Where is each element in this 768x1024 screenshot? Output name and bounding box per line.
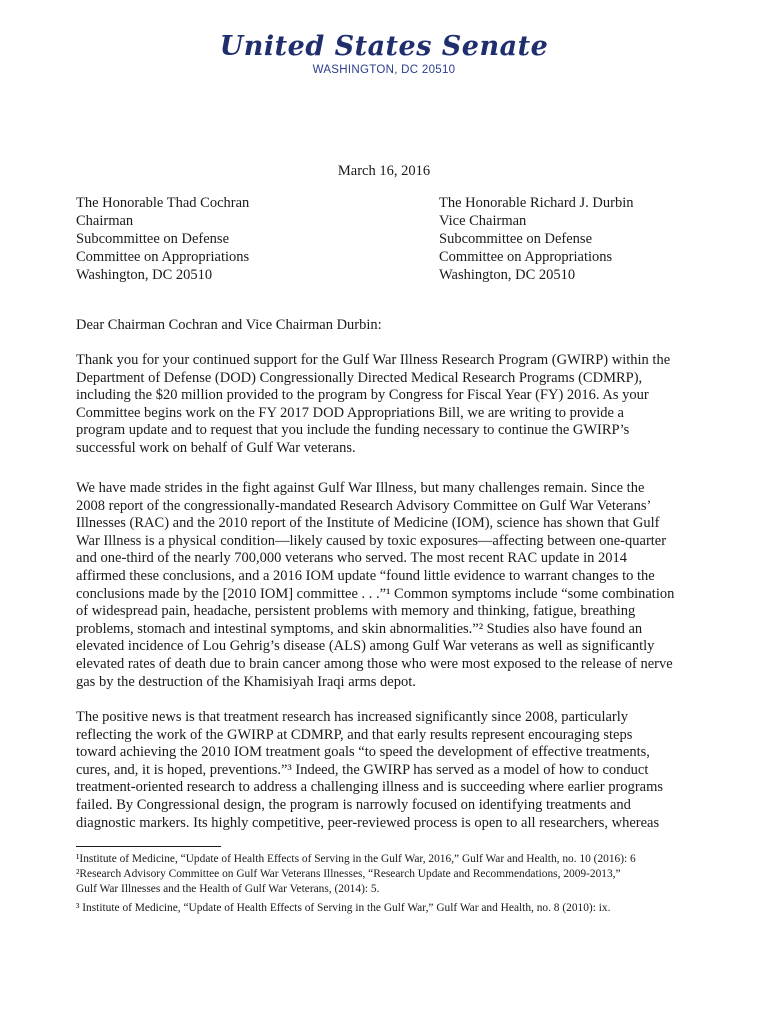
paragraph-line: Department of Defense (DOD) Congressionally Directed Medical Research Programs (CDMRP), xyxy=(76,369,643,386)
paragraph-line: toward achieving the 2010 IOM treatment goals “to speed the development of effective treatments, xyxy=(76,744,650,761)
paragraph-line: We have made strides in the fight against Gulf War Illness, but many challenges remain. Since the xyxy=(76,480,645,496)
paragraph-line: Committee begins work on the FY 2017 DOD Appropriations Bill, we are writing to provide a xyxy=(76,404,624,421)
paragraph-line: and one-third of the nearly 700,000 veterans who served. The most recent RAC update in 2014 xyxy=(76,550,627,567)
paragraph-line: conclusions made by the [2010 IOM] committee . . .”¹ Common symptoms include “some combination xyxy=(76,585,675,602)
paragraph-line: elevated rates of death due to brain cancer among those who were most exposed to the release of nerve xyxy=(76,655,673,672)
paragraph-line: including the $20 million provided to the program by Congress for Fiscal Year (FY) 2016. As your xyxy=(76,387,649,404)
footnote-2: ²Research Advisory Committee on Gulf War Veterans Illnesses, “Research Update and Recommendations, 2009-2013,” xyxy=(76,868,621,880)
recipient-line: Washington, DC 20510 xyxy=(439,267,576,283)
senate-address: WASHINGTON, DC 20510 xyxy=(312,64,456,76)
paragraph-line: The positive news is that treatment research has increased significantly since 2008, particularly xyxy=(76,709,629,725)
paragraph-line: Illnesses (RAC) and the 2010 report of the Institute of Medicine (IOM), science has shown that Gulf xyxy=(76,515,660,532)
paragraph-line: cures, and, it is hoped, preventions.”³ Indeed, the GWIRP has served as a model of how to conduct xyxy=(76,761,649,778)
paragraph-3 xyxy=(76,709,706,832)
paragraph-line: 2008 report of the congressionally-mandated Research Advisory Committee on Gulf War Veterans’ xyxy=(76,497,652,514)
paragraph-line: program update and to request that you include the funding necessary to continue the GWIRP’s xyxy=(76,422,630,439)
recipient-line: Vice Chairman xyxy=(439,213,527,229)
paragraph-1 xyxy=(76,352,706,458)
footnote-2-cont: Gulf War Illnesses and the Health of Gulf War Veterans, (2014): 5. xyxy=(76,883,380,895)
senate-title: United States Senate xyxy=(219,31,549,62)
paragraph-line: problems, stomach and intestinal symptoms, and skin abnormalities.”² Studies also have found an xyxy=(76,620,643,637)
paragraph-line: War Illness is a physical condition—likely caused by toxic exposures—affecting between one-quarter xyxy=(76,532,667,549)
footnote-divider xyxy=(76,846,221,847)
paragraph-line: affirmed these conclusions, and a 2016 IOM update “found little evidence to warrant changes to the xyxy=(76,567,655,584)
paragraph-line: gas by the destruction of the Khamisiyah Iraqi arms depot. xyxy=(76,673,416,690)
salutation: Dear Chairman Cochran and Vice Chairman Durbin: xyxy=(76,317,382,333)
recipient-left xyxy=(76,194,249,284)
paragraph-2 xyxy=(76,480,706,691)
paragraph-line: of widespread pain, headache, persistent problems with memory and thinking, fatigue, breathing xyxy=(76,603,636,620)
recipient-right xyxy=(439,194,634,284)
recipient-line: Subcommittee on Defense xyxy=(439,231,593,247)
paragraph-line: treatment-oriented research to address a challenging illness and is succeeding where earlier programs xyxy=(76,779,664,796)
footnote-1: ¹Institute of Medicine, “Update of Health Effects of Serving in the Gulf War, 2016,” Gulf War and Health, no. 10 (2016): 6 xyxy=(76,853,636,865)
paragraph-line: successful work on behalf of Gulf War veterans. xyxy=(76,439,356,456)
paragraph-line: Thank you for your continued support for the Gulf War Illness Research Program (GWIRP) within the xyxy=(76,352,671,368)
letter-date: March 16, 2016 xyxy=(337,163,431,179)
recipient-line: Chairman xyxy=(76,213,134,229)
paragraph-line: diagnostic markers. Its highly competitive, peer-reviewed process is open to all researchers, whereas xyxy=(76,814,660,831)
recipient-line: The Honorable Richard J. Durbin xyxy=(439,195,634,211)
letterhead xyxy=(0,32,768,76)
footnote-3: ³ Institute of Medicine, “Update of Health Effects of Serving in the Gulf War,” Gulf War and Health, no. 8 (2010): ix. xyxy=(76,902,611,914)
paragraph-line: elevated incidence of Lou Gehrig’s disease (ALS) among Gulf War veterans as well as significantly xyxy=(76,638,655,655)
recipient-line: Washington, DC 20510 xyxy=(76,267,213,283)
recipient-line: The Honorable Thad Cochran xyxy=(76,195,250,211)
paragraph-line: failed. By Congressional design, the program is narrowly focused on identifying treatments and xyxy=(76,796,631,813)
footnotes xyxy=(76,852,716,916)
recipient-line: Committee on Appropriations xyxy=(76,249,250,265)
paragraph-line: reflecting the work of the GWIRP at CDMRP, and that early results represent encouraging steps xyxy=(76,726,633,743)
recipient-line: Subcommittee on Defense xyxy=(76,231,230,247)
recipient-line: Committee on Appropriations xyxy=(439,249,613,265)
